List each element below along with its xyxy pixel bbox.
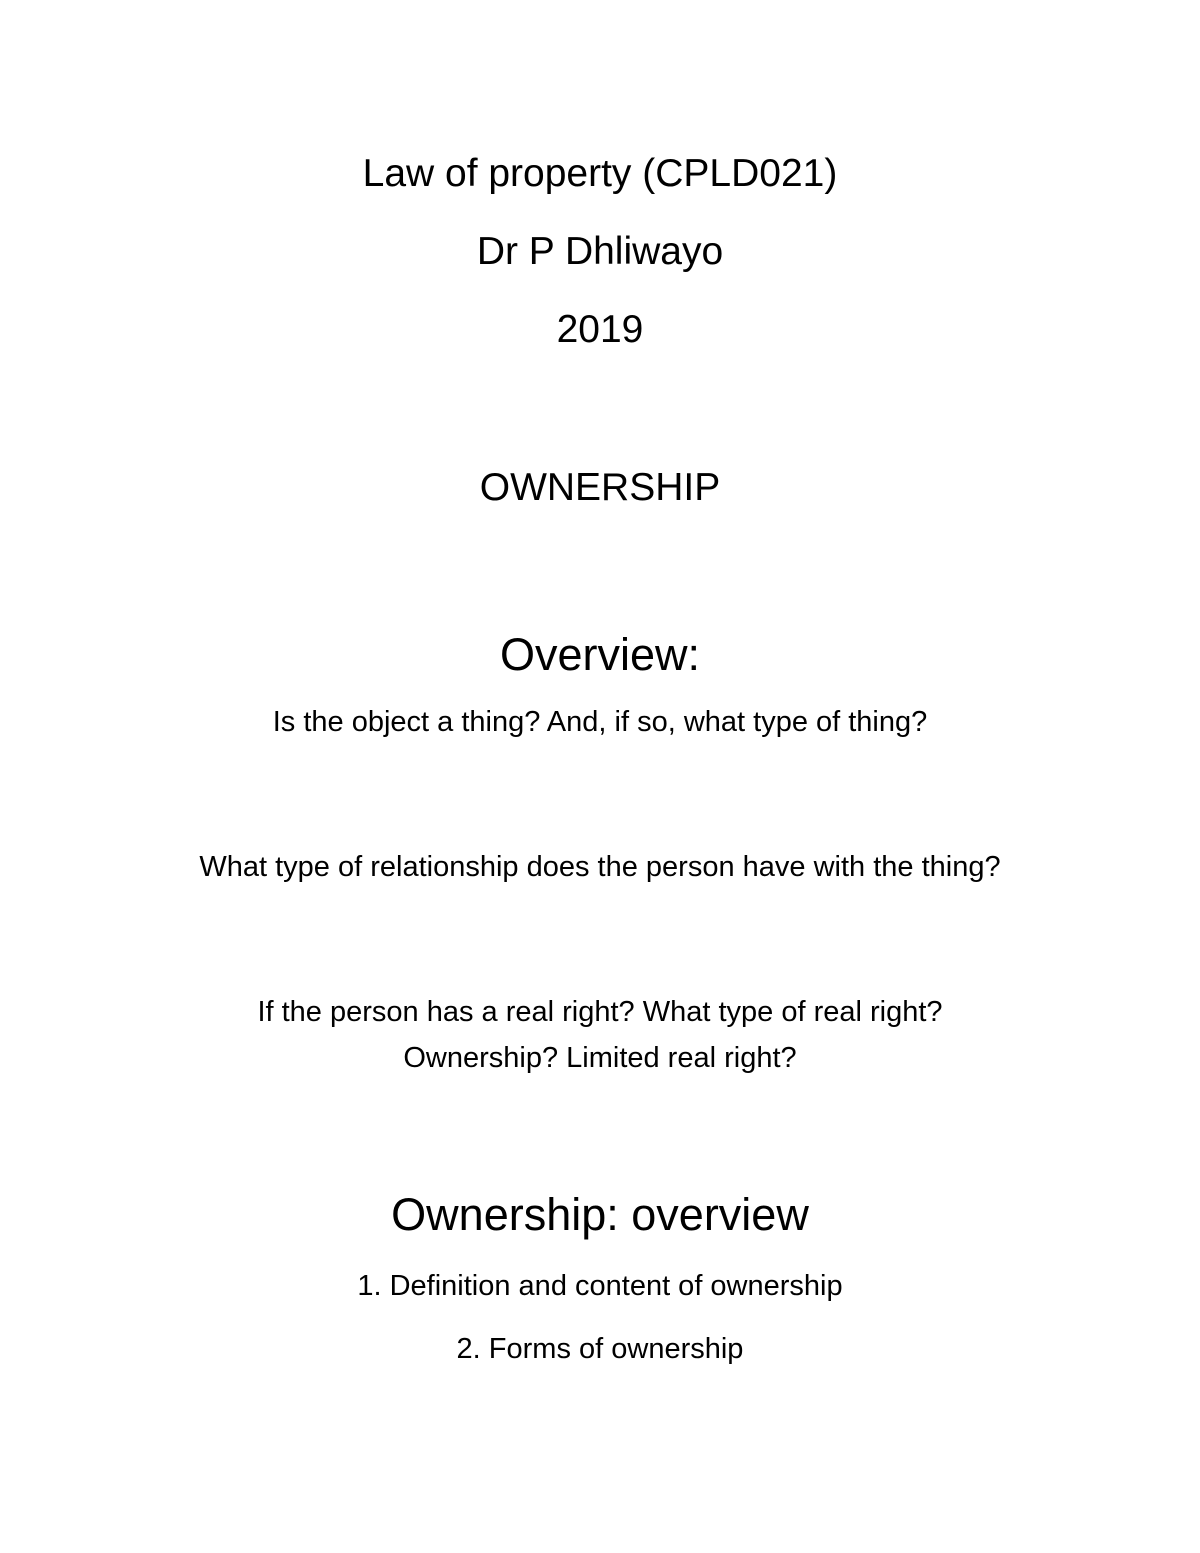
list-item: 2. Forms of ownership — [456, 1333, 744, 1365]
lecturer-name: Dr P Dhliwayo — [476, 230, 724, 273]
year: 2019 — [556, 308, 644, 351]
list-item: 1. Definition and content of ownership — [357, 1270, 843, 1302]
overview-question-3-line-1: If the person has a real right? What type of real right? — [257, 996, 943, 1028]
overview-question-1: Is the object a thing? And, if so, what type of thing? — [272, 706, 928, 738]
overview-heading: Overview: — [499, 629, 701, 680]
section-heading: OWNERSHIP — [479, 466, 721, 509]
course-title: Law of property (CPLD021) — [362, 152, 838, 195]
ownership-overview-heading: Ownership: overview — [391, 1189, 809, 1240]
overview-question-2: What type of relationship does the person have with the thing? — [199, 851, 1001, 883]
overview-question-3-line-2: Ownership? Limited real right? — [403, 1042, 797, 1074]
